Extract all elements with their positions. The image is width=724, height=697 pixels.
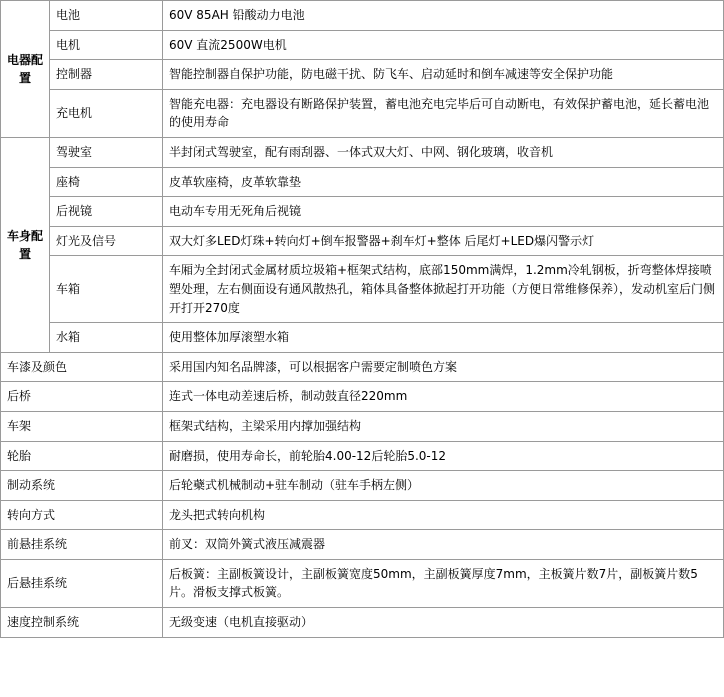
table-row <box>1 197 724 227</box>
table-row <box>1 411 724 441</box>
table-row <box>1 559 724 607</box>
table-row <box>1 608 724 638</box>
row-label: 充电机 <box>50 89 163 137</box>
row-label: 转向方式 <box>1 500 163 530</box>
row-label: 控制器 <box>50 60 163 90</box>
table-body <box>1 1 724 638</box>
row-value: 后轮蘗式机械制动+驻车制动（驻车手柄左侧） <box>163 471 724 501</box>
table-row <box>1 352 724 382</box>
row-value: 皮革软座椅，皮革软靠垫 <box>163 167 724 197</box>
group-label-electrical <box>1 1 50 138</box>
table-row <box>1 226 724 256</box>
table-row <box>1 382 724 412</box>
row-label: 后视镜 <box>50 197 163 227</box>
row-label: 车架 <box>1 411 163 441</box>
row-value: 智能控制器自保护功能，防电磁干扰、防飞车、启动延时和倒车减速等安全保护功能 <box>163 60 724 90</box>
row-value: 车厢为全封闭式金属材质垃圾箱+框架式结构，底部150mm满焊，1.2mm冷轧钢板，折弯整体焊接喷塑处理，左右侧面设有通风散热孔，箱体具备整体掀起打开功能（方便日常维修保养），发动机室后门侧开打开270度 <box>163 256 724 323</box>
table-row <box>1 60 724 90</box>
row-label: 车箱 <box>50 256 163 323</box>
row-label: 后悬挂系统 <box>1 559 163 607</box>
row-label: 后桥 <box>1 382 163 412</box>
row-value: 龙头把式转向机构 <box>163 500 724 530</box>
row-label: 制动系统 <box>1 471 163 501</box>
row-value: 双大灯多LED灯珠+转向灯+倒车报警器+刹车灯+整体 后尾灯+LED爆闪警示灯 <box>163 226 724 256</box>
row-label: 驾驶室 <box>50 137 163 167</box>
table-row <box>1 471 724 501</box>
row-value: 连式一体电动差速后桥，制动鼓直径220mm <box>163 382 724 412</box>
row-value: 使用整体加厚滚塑水箱 <box>163 323 724 353</box>
row-label: 前悬挂系统 <box>1 530 163 560</box>
row-value: 60V 直流2500W电机 <box>163 30 724 60</box>
table-row <box>1 167 724 197</box>
row-label: 轮胎 <box>1 441 163 471</box>
row-label: 电池 <box>50 1 163 31</box>
row-value: 智能充电器：充电器设有断路保护装置，蓄电池充电完毕后可自动断电，有效保护蓄电池，延长蓄电池的使用寿命 <box>163 89 724 137</box>
table-row <box>1 1 724 31</box>
row-value: 半封闭式驾驶室，配有雨刮器、一体式双大灯、中网、钢化玻璃，收音机 <box>163 137 724 167</box>
row-value: 60V 85AH 铅酸动力电池 <box>163 1 724 31</box>
table-row <box>1 530 724 560</box>
table-row <box>1 323 724 353</box>
row-label: 座椅 <box>50 167 163 197</box>
row-label: 水箱 <box>50 323 163 353</box>
table-row <box>1 256 724 323</box>
table-row <box>1 441 724 471</box>
table-row <box>1 89 724 137</box>
row-value: 框架式结构，主梁采用内撑加强结构 <box>163 411 724 441</box>
table-row <box>1 500 724 530</box>
row-value: 前叉：双筒外簧式液压减震器 <box>163 530 724 560</box>
row-value: 电动车专用无死角后视镜 <box>163 197 724 227</box>
row-label: 车漆及颜色 <box>1 352 163 382</box>
row-value: 无级变速（电机直接驱动） <box>163 608 724 638</box>
row-value: 后板簧：主副板簧设计，主副板簧宽度50mm，主副板簧厚度7mm，主板簧片数7片，副板簧片数5片。滑板支撑式板簧。 <box>163 559 724 607</box>
row-value: 耐磨损，使用寿命长，前轮胎4.00-12后轮胎5.0-12 <box>163 441 724 471</box>
row-value: 采用国内知名品牌漆，可以根据客户需要定制喷色方案 <box>163 352 724 382</box>
group-label-text: 车身配置 <box>7 228 44 261</box>
row-label: 电机 <box>50 30 163 60</box>
group-label-body <box>1 137 50 352</box>
table-row <box>1 30 724 60</box>
row-label: 速度控制系统 <box>1 608 163 638</box>
row-label: 灯光及信号 <box>50 226 163 256</box>
group-label-text: 电器配置 <box>7 52 44 85</box>
table-row <box>1 137 724 167</box>
